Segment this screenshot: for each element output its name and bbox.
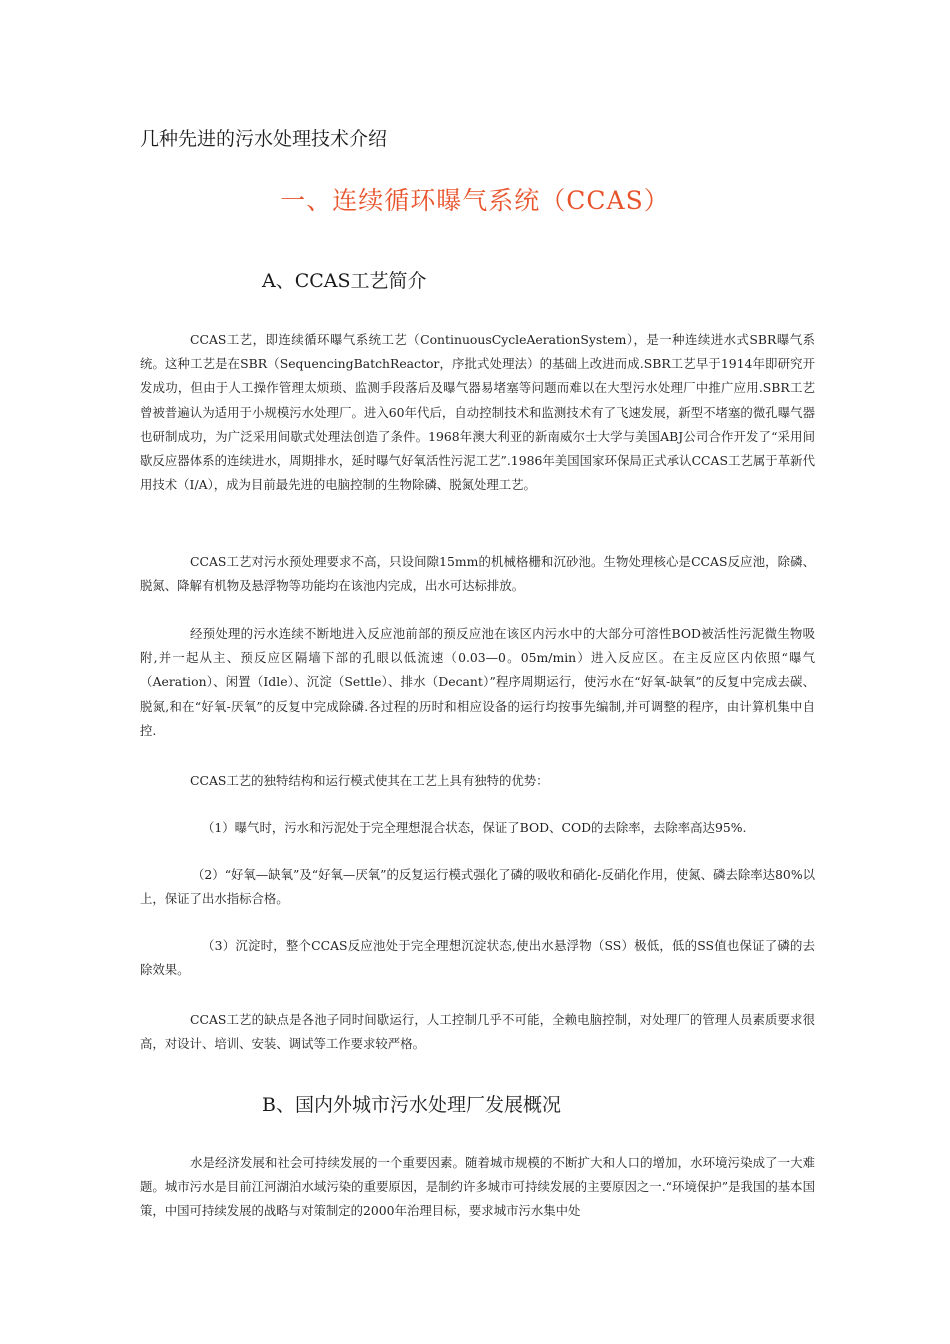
- paragraph-process-flow: 经预处理的污水连续不断地进入反应池前部的预反应池在该区内污水中的大部分可溶性BOD被活性污泥微生物吸附,并一起从主、预反应区隔墙下部的孔眼以低流速（0.03—0。05m/min）进入反应区。在主反应区内依照“曝气（Aeration）、闲置（Idle）、沉淀（Settle）、排水（Decant）”程序周期运行，使污水在“好氧-缺氧”的反复中完成去碳、脱氮,和在“好氧-厌氧”的反复中完成除磷.各过程的历时和相应设备的运行均按事先编制,并可调整的程序，由计算机集中自控.: [140, 626, 815, 738]
- section-a-heading: A、CCAS工艺简介: [262, 270, 427, 292]
- list-item-advantage-2: （2）“好氧—缺氧”及“好氧—厌氧”的反复运行模式强化了磷的吸收和硝化-反硝化作用，使氮、磷去除率达80%以上，保证了出水指标合格。: [140, 867, 815, 907]
- document-title: 几种先进的污水处理技术介绍: [140, 128, 388, 150]
- chapter-title: 一、连续循环曝气系统（CCAS）: [280, 186, 670, 215]
- paragraph-advantages-intro: CCAS工艺的独特结构和运行模式使其在工艺上具有独特的优势：: [190, 773, 549, 788]
- paragraph-pretreatment: CCAS工艺对污水预处理要求不高，只设间隙15mm的机械格栅和沉砂池。生物处理核心是CCAS反应池，除磷、脱氮、降解有机物及悬浮物等功能均在该池内完成，出水可达标排放。: [140, 554, 815, 594]
- list-item-advantage-1: （1）曝气时，污水和污泥处于完全理想混合状态，保证了BOD、COD的去除率，去除率高达95%.: [202, 820, 747, 835]
- list-item-advantage-3: （3）沉淀时，整个CCAS反应池处于完全理想沉淀状态,使出水悬浮物（SS）极低，低的SS值也保证了磷的去除效果。: [140, 938, 815, 978]
- paragraph-urban-sewage: 水是经济发展和社会可持续发展的一个重要因素。随着城市规模的不断扩大和人口的增加，水环境污染成了一大难题。城市污水是目前江河湖泊水域污染的重要原因，是制约许多城市可持续发展的主要原因之一.“环境保护”是我国的基本国策，中国可持续发展的战略与对策制定的2000年治理目标，要求城市污水集中处: [140, 1155, 815, 1219]
- paragraph-disadvantages: CCAS工艺的缺点是各池子同时间歇运行，人工控制几乎不可能，全赖电脑控制，对处理厂的管理人员素质要求很高，对设计、培训、安装、调试等工作要求较严格。: [140, 1012, 815, 1052]
- paragraph-ccas-intro: CCAS工艺，即连续循环曝气系统工艺（ContinuousCycleAerationSystem），是一种连续进水式SBR曝气系统。这种工艺是在SBR（SequencingBatchReactor，序批式处理法）的基础上改进而成.SBR工艺早于1914年即研究开发成功，但由于人工操作管理太烦琐、监测手段落后及曝气器易堵塞等问题而难以在大型污水处理厂中推广应用.SBR工艺曾被普遍认为适用于小规模污水处理厂。进入60年代后，自动控制技术和监测技术有了飞速发展，新型不堵塞的微孔曝气器也研制成功，为广泛采用间歇式处理法创造了条件。1968年澳大利亚的新南威尔士大学与美国ABJ公司合作开发了“采用间歇反应器体系的连续进水，周期排水，延时曝气好氧活性污泥工艺”.1986年美国国家环保局正式承认CCAS工艺属于革新代用技术（I/A），成为目前最先进的电脑控制的生物除磷、脱氮处理工艺。: [140, 332, 815, 493]
- section-b-heading: B、国内外城市污水处理厂发展概况: [262, 1094, 561, 1116]
